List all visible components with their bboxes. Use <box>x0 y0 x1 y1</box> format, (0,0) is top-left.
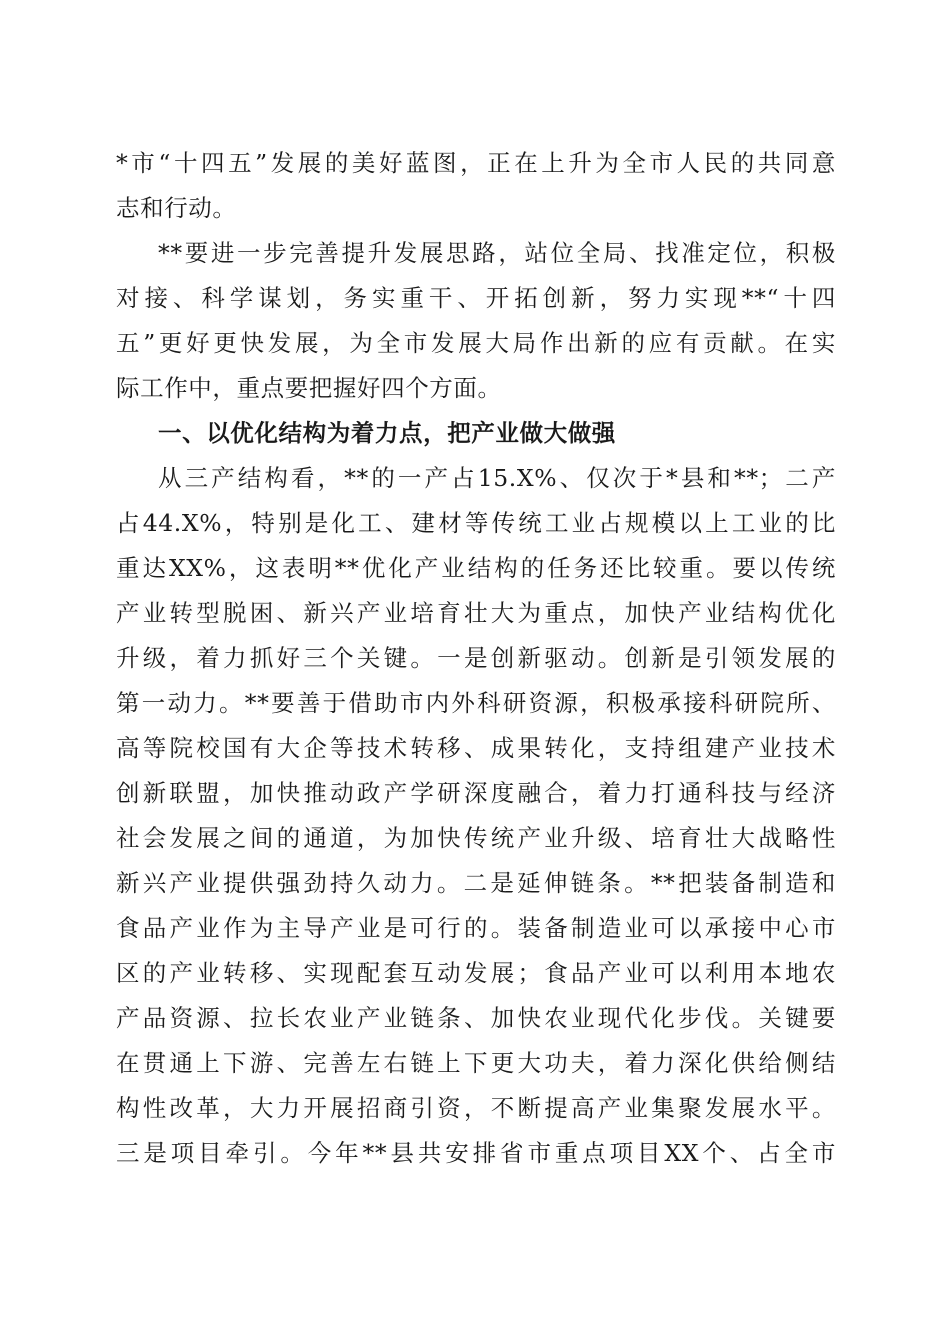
text-line: 对接、科学谋划，务实重干、开拓创新，努力实现**“十四 <box>116 284 836 312</box>
text-line: 产品资源、拉长农业产业链条、加快农业现代化步伐。关键要 <box>116 1004 836 1032</box>
text-line: 升级，着力抓好三个关键。一是创新驱动。创新是引领发展的 <box>116 644 836 672</box>
text-line: *市“十四五”发展的美好蓝图，正在上升为全市人民的共同意 <box>116 149 836 177</box>
text-line: 区的产业转移、实现配套互动发展；食品产业可以利用本地农 <box>116 959 836 987</box>
text-line: 构性改革，大力开展招商引资，不断提高产业集聚发展水平。 <box>116 1094 836 1122</box>
text-line: 高等院校国有大企等技术转移、成果转化，支持组建产业技术 <box>116 734 836 762</box>
text-line: 三是项目牵引。今年**县共安排省市重点项目XX个、占全市 <box>116 1139 836 1167</box>
paragraph-first-line: 从三产结构看，**的一产占15.X%、仅次于*县和**；二产 <box>158 464 836 492</box>
text-line: 食品产业作为主导产业是可行的。装备制造业可以承接中心市 <box>116 914 836 942</box>
text-line: 创新联盟，加快推动政产学研深度融合，着力打通科技与经济 <box>116 779 836 807</box>
section-heading: 一、以优化结构为着力点，把产业做大做强 <box>158 419 616 447</box>
text-line: 产业转型脱困、新兴产业培育壮大为重点，加快产业结构优化 <box>116 599 836 627</box>
paragraph-first-line: **要进一步完善提升发展思路，站位全局、找准定位，积极 <box>158 239 836 267</box>
text-line: 占44.X%，特别是化工、建材等传统工业占规模以上工业的比 <box>116 509 836 537</box>
text-line: 志和行动。 <box>116 194 237 222</box>
text-line: 重达XX%，这表明**优化产业结构的任务还比较重。要以传统 <box>116 554 836 582</box>
text-line: 际工作中，重点要把握好四个方面。 <box>116 374 502 402</box>
text-line: 社会发展之间的通道，为加快传统产业升级、培育壮大战略性 <box>116 824 836 852</box>
text-line: 在贯通上下游、完善左右链上下更大功夫，着力深化供给侧结 <box>116 1049 836 1077</box>
text-line: 第一动力。**要善于借助市内外科研资源，积极承接科研院所、 <box>116 689 836 717</box>
text-line: 新兴产业提供强劲持久动力。二是延伸链条。**把装备制造和 <box>116 869 836 897</box>
text-line: 五”更好更快发展，为全市发展大局作出新的应有贡献。在实 <box>116 329 836 357</box>
